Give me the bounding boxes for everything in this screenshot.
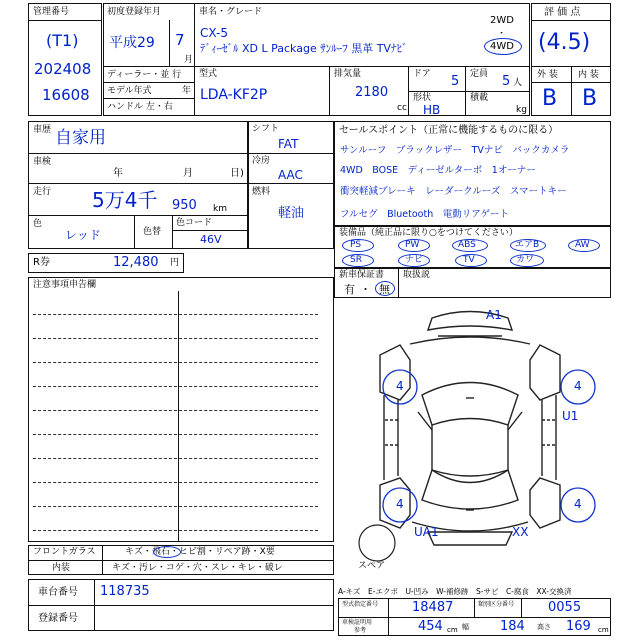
- shape-label: 形状: [413, 93, 432, 103]
- mgmt-no2: 16608: [42, 86, 90, 104]
- warranty-label: 新車保証書: [339, 270, 385, 280]
- inspection-label: 車検: [33, 157, 52, 167]
- color-code-value: 46V: [200, 233, 222, 246]
- wheel-fr-value: 4: [574, 379, 582, 393]
- width-value: 184: [500, 619, 525, 634]
- selling-line-3: 衝突軽減ブレーキ レーダークルーズ スマートキー: [340, 186, 567, 197]
- model-label: 型式: [199, 69, 218, 79]
- length-unit: cm: [447, 626, 458, 634]
- interior-label: 内 装: [578, 70, 599, 80]
- height-value: 169: [566, 619, 591, 634]
- equip-abs: ABS: [458, 240, 476, 250]
- exterior-grade: B: [542, 86, 558, 111]
- car-name: CX-5: [200, 26, 228, 40]
- inspection-month-unit: 月: [183, 168, 193, 179]
- damage-legend: A-キズ E-エクボ U-凹み W-補修跡 S-サビ C-腐食 XX-交換済: [338, 587, 572, 596]
- fuel-label: 燃料: [252, 187, 271, 197]
- load-label: 積載: [470, 93, 489, 103]
- car-diagram: [340, 300, 600, 570]
- selling-title: セールスポイント（正常に機能するものに限る）: [339, 125, 559, 136]
- equip-airbag: エアB: [515, 240, 540, 250]
- shape-value: HB: [423, 103, 441, 117]
- equip-tv: TV: [463, 255, 475, 265]
- interior-check-text: キズ・汚レ・コゲ・穴・スレ・キレ・破レ: [112, 563, 283, 573]
- capacity-label: 定員: [470, 69, 489, 79]
- car-grade: ﾃﾞｨｰｾﾞﾙ XD L Package ｻﾝﾙｰﾌ 黒革 TVﾅﾋﾞ: [200, 42, 408, 55]
- handle-label: ハンドル 左・右: [107, 102, 173, 112]
- drive-dot: ・: [497, 29, 507, 39]
- class-label: 類別区分番号: [478, 601, 515, 608]
- recycle-unit: 円: [170, 258, 180, 268]
- size-label: 車検証明用: [342, 619, 373, 626]
- glass-text: キズ・飛石・ヒビ割・リペア跡・X要: [125, 547, 275, 557]
- notes-title: 注意事項申告欄: [33, 280, 97, 290]
- ac-label: 冷房: [252, 156, 271, 166]
- warranty-no: 無: [379, 283, 390, 296]
- registration-label: 登録番号: [38, 613, 78, 624]
- capacity-unit: 人: [513, 78, 523, 88]
- model-year-unit: 年: [182, 86, 192, 96]
- mileage-label: 走行: [33, 187, 52, 197]
- displacement-label: 排気量: [334, 69, 362, 79]
- drive-2wd: 2WD: [490, 15, 514, 26]
- model-code: LDA-KF2P: [200, 87, 268, 103]
- equip-ps: PS: [350, 240, 362, 250]
- model-year-label: モデル年式: [107, 86, 152, 96]
- displacement-value: 2180: [355, 85, 389, 100]
- type-value: 自家用: [55, 128, 106, 148]
- drive-4wd: 4WD: [490, 41, 514, 52]
- door-label: ドア: [413, 69, 431, 79]
- door-value: 5: [451, 74, 460, 89]
- exterior-label: 外 装: [537, 70, 558, 80]
- mgmt-no1: 202408: [34, 60, 92, 78]
- damage-ua1: UA1: [414, 525, 439, 539]
- color-code-label: 色コード: [176, 218, 213, 228]
- spare-label: スペア: [358, 561, 386, 571]
- equip-sr: SR: [350, 255, 362, 265]
- selling-line-4: フルセグ Bluetooth 電動リアゲート: [340, 209, 509, 220]
- damage-xx: XX: [512, 525, 529, 539]
- recycle-label: R券: [33, 257, 50, 268]
- wheel-rl-value: 4: [396, 497, 404, 511]
- wheel-rr-value: 4: [574, 497, 582, 511]
- width-label: 幅: [462, 623, 469, 631]
- ac-value: AAC: [278, 168, 303, 182]
- recycle-box: [28, 253, 184, 273]
- name-grade-label: 車名・グレード: [199, 7, 263, 17]
- mgmt-t: (T1): [46, 31, 79, 50]
- warranty-dot: ・: [360, 283, 371, 296]
- mileage-sub: 950: [172, 198, 197, 213]
- chassis-value: 118735: [100, 584, 150, 599]
- type-label: 車歴: [33, 125, 52, 135]
- color-value: レッド: [65, 228, 101, 242]
- class-value: 0055: [548, 600, 582, 615]
- size-ref-label: 参考: [354, 627, 367, 634]
- glass-label: フロントガラス: [33, 547, 96, 557]
- fuel-value: 軽油: [278, 206, 305, 221]
- glass-chip-circle: [153, 546, 181, 558]
- damage-u1: U1: [562, 409, 579, 423]
- color-label: 色: [33, 219, 43, 229]
- first-reg-era: 平成29: [109, 35, 155, 51]
- manual-label: 取扱説: [403, 270, 431, 280]
- color-change-label: 色替: [143, 227, 162, 237]
- load-unit: kg: [516, 105, 527, 115]
- mileage-unit: km: [213, 204, 227, 214]
- interior-check-label: 内装: [52, 563, 71, 573]
- equipment-title: 装備品（純正品に限り○をつけてください）: [339, 228, 518, 238]
- chassis-label: 車台番号: [38, 587, 78, 598]
- shift-label: シフト: [252, 124, 280, 134]
- height-label: 高さ: [537, 623, 551, 631]
- displacement-unit: cc: [397, 103, 407, 113]
- spare-wheel: [359, 525, 395, 561]
- length-value: 454: [418, 619, 443, 634]
- capacity-value: 5: [502, 74, 511, 89]
- form-label: 型式指定番号: [342, 601, 379, 608]
- equip-leather: カワ: [516, 255, 535, 265]
- equip-navi: ナビ: [405, 255, 424, 265]
- score-value: (4.5): [538, 30, 591, 55]
- interior-grade: B: [582, 86, 598, 111]
- selling-line-1: サンルーフ ブラックレザー TVナビ バックカメラ: [340, 145, 570, 156]
- recycle-value: 12,480: [113, 255, 159, 270]
- warranty-yes: 有: [344, 283, 355, 296]
- wheel-fl-value: 4: [396, 379, 404, 393]
- first-reg-month-unit: 月: [184, 55, 194, 65]
- selling-line-2: 4WD BOSE ディーゼルターボ 1オーナー: [340, 165, 536, 176]
- height-unit: cm: [598, 626, 609, 634]
- score-label: 評 価 点: [544, 7, 581, 18]
- shift-value: FAT: [278, 137, 299, 151]
- mgmt-label: 管理番号: [33, 7, 70, 17]
- first-reg-month: 7: [175, 31, 185, 49]
- inspection-day-unit: 日): [230, 168, 244, 179]
- first-reg-label: 初度登録年月: [107, 7, 162, 17]
- mileage-value: 5万4千: [92, 188, 158, 212]
- equip-aw: AW: [575, 240, 590, 250]
- inspection-year-unit: 年: [113, 168, 123, 179]
- dealer-label: ディーラー・並 行: [107, 70, 182, 80]
- damage-a1: A1: [486, 308, 502, 322]
- form-value: 18487: [412, 600, 454, 615]
- equip-pw: PW: [405, 240, 420, 250]
